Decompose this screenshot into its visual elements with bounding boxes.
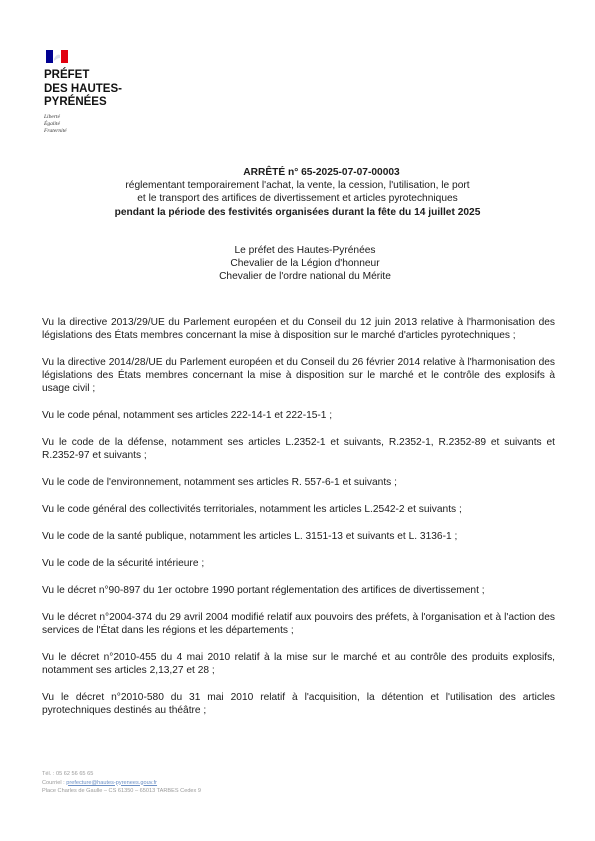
authority-line: Chevalier de l'ordre national du Mérite xyxy=(219,271,391,283)
visa-paragraph: Vu le code de la santé publique, notamment les articles L. 3151-13 et suivants et L. 3136-1 ; xyxy=(42,531,458,542)
arrete-title-line: réglementant temporairement l'achat, la vente, la cession, l'utilisation, le port xyxy=(125,180,470,192)
arrete-title-line: pendant la période des festivités organisées durant la fête du 14 juillet 2025 xyxy=(114,206,481,218)
visa-paragraph: Vu le décret n°90-897 du 1er octobre 1990 portant réglementation des artifices de divertissement ; xyxy=(42,585,485,596)
footer-email-line xyxy=(42,779,201,788)
authority-line: Le préfet des Hautes-Pyrénées xyxy=(234,245,376,256)
visa-paragraph: Vu la directive 2014/28/UE du Parlement européen et du Conseil du 26 février 2014 relative à l'harmonisation des législations des États membres concernant la mise à disposition sur le marché et le contrôle des explosifs à usage civil ; xyxy=(42,357,555,394)
footer-phone: Tél. : 05 62 56 65 65 xyxy=(42,771,94,777)
arrete-number: ARRÊTÉ n° 65-2025-07-07-00003 xyxy=(243,167,400,178)
prefecture-name-line: PRÉFET xyxy=(44,69,90,81)
arrete-title-line: et le transport des artifices de divertissement et articles pyrotechniques xyxy=(137,193,458,205)
prefecture-name-line: PYRÉNÉES xyxy=(44,96,107,108)
footer-address: Place Charles de Gaulle – CS 61350 – 65013 TARBES Cedex 9 xyxy=(42,788,202,794)
prefecture-name-line: DES HAUTES- xyxy=(44,82,122,95)
authority-line: Chevalier de la Légion d'honneur xyxy=(230,258,380,270)
prefecture-name xyxy=(44,69,134,110)
visa-paragraph: Vu le code de la sécurité intérieure ; xyxy=(42,558,205,569)
visa-paragraph: Vu le décret n°2004-374 du 29 avril 2004 modifié relatif aux pouvoirs des préfets, à l'organisation et à l'action des services de l'État dans les régions et les départements ; xyxy=(42,612,555,636)
arrete-heading xyxy=(40,166,555,219)
visa-paragraph: Vu le décret n°2010-580 du 31 mai 2010 relatif à l'acquisition, la détention et l'utilisation des articles pyrotechniques destinés au théâtre ; xyxy=(42,692,555,716)
republic-motto xyxy=(44,114,134,135)
visa-paragraph: Vu le code de la défense, notamment ses articles L.2352-1 et suivants, R.2352-1, R.2352-89 et suivants et R.2352-97 et suivants ; xyxy=(42,437,555,461)
motto-line: Fraternité xyxy=(44,127,67,134)
visa-paragraph: Vu le code de l'environnement, notamment ses articles R. 557-6-1 et suivants ; xyxy=(42,477,397,488)
motto-line: Égalité xyxy=(44,120,60,127)
footer-email-label: Courriel : xyxy=(42,779,65,786)
prefecture-logo xyxy=(44,50,134,135)
footer-email-link[interactable]: prefecture@hautes-pyrenees.gouv.fr xyxy=(66,779,158,786)
motto-line: Liberté xyxy=(44,113,60,120)
visa-paragraph: Vu le code général des collectivités territoriales, notamment les articles L.2542-2 et suivants ; xyxy=(42,504,462,515)
visa-paragraph: Vu le décret n°2010-455 du 4 mai 2010 relatif à la mise sur le marché et au contrôle des produits explosifs, notamment ses articles 2,13,27 et 28 ; xyxy=(42,652,555,676)
page-footer xyxy=(42,770,201,796)
marianne-flag-icon xyxy=(46,50,68,63)
visa-paragraph: Vu la directive 2013/29/UE du Parlement européen et du Conseil du 12 juin 2013 relative à l'harmonisation des législations des États membres concernant la mise à disposition sur le marché d'articles pyrotechniques ; xyxy=(42,317,555,341)
visa-paragraph: Vu le code pénal, notamment ses articles 222-14-1 et 222-15-1 ; xyxy=(42,410,333,421)
prefect-authority xyxy=(150,244,460,284)
visas-list xyxy=(42,316,555,731)
